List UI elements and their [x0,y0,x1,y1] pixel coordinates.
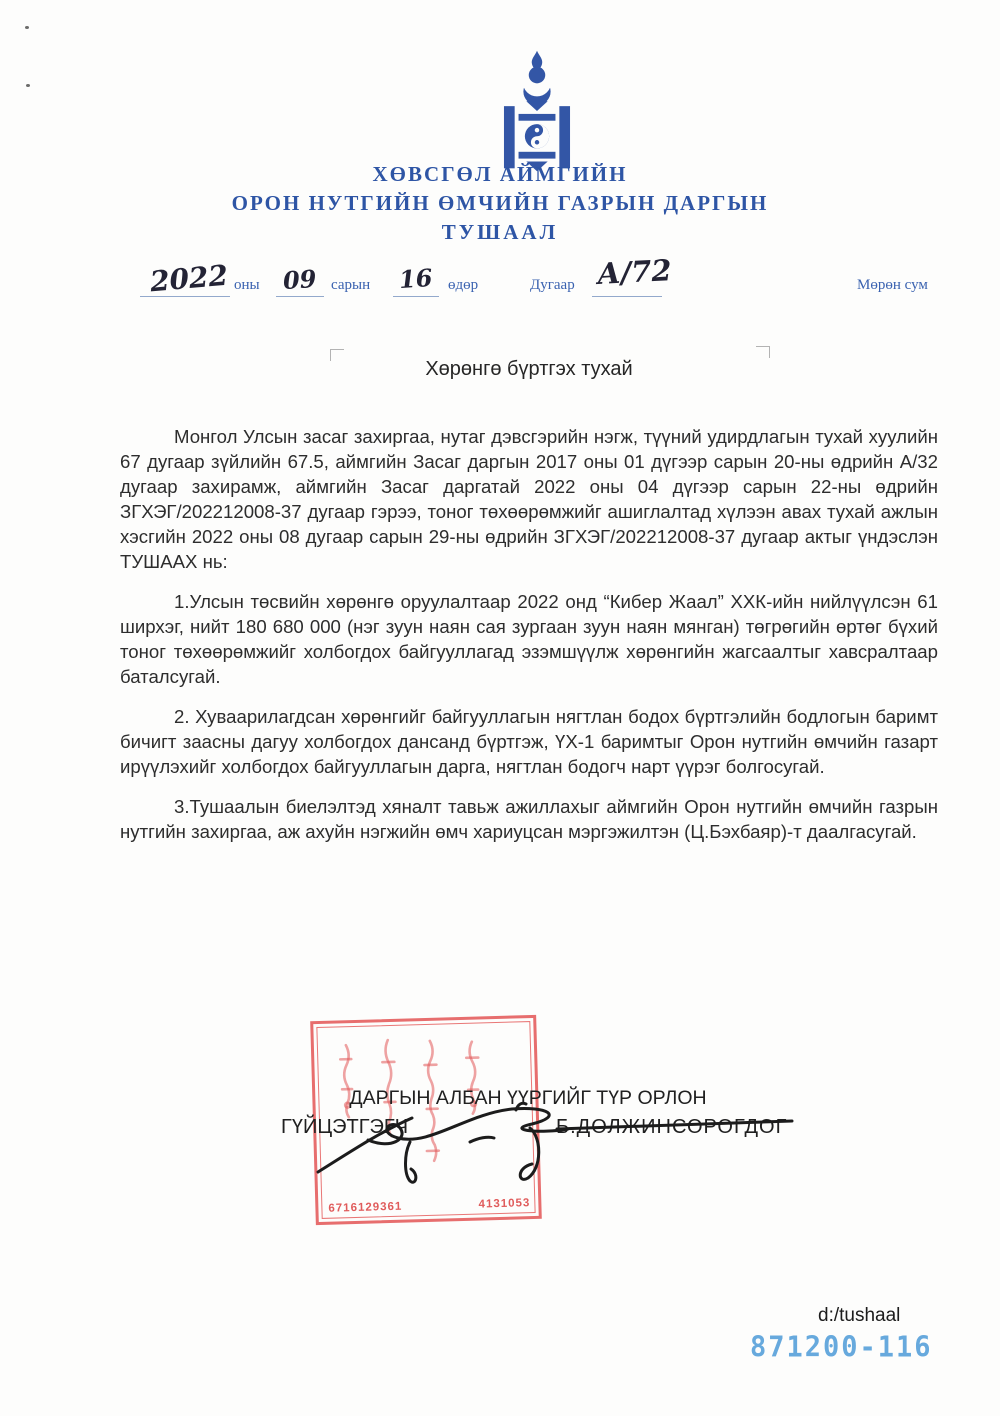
location-label: Мөрөн сум [857,277,928,293]
scan-speck [26,84,30,87]
number-underline [592,296,662,297]
day-label: өдөр [448,277,479,293]
registry-number-stamp: 871200-116 [750,1331,933,1364]
org-name-line2: ОРОН НУТГИЙН ӨМЧИЙН ГАЗРЫН ДАРГЫН [231,191,769,215]
document-type: ТУШААЛ [441,220,559,244]
org-name-line1: ХӨВСГӨЛ АЙМГИЙН [372,162,628,186]
stamp-number-left: 6716129361 [328,1200,403,1215]
signature-title-line2: ГҮЙЦЭТГЭГЧ [281,1116,409,1138]
document-body [120,424,938,859]
order-item-3: 3.Тушаалын биелэлтэд хяналт тавьж ажиллахыг аймгийн Орон нутгийн өмчийн газрын нутгийн захиргаа, аж ахуйн нэгжийн өмч хариуцсан мэргэжилтэн (Ц.Бэхбаяр)-т даалгасугай. [120,796,938,842]
handwritten-month: 09 [282,263,318,296]
document-title: Хөрөнгө бүртгэх тухай [425,358,633,380]
file-path-note: d:/tushaal [818,1305,901,1326]
handwritten-year: 2022 [148,258,230,299]
month-underline [276,296,324,297]
soyombo-emblem-icon [503,50,571,172]
signature-title-line1: ДАРГЫН АЛБАН ҮҮРГИЙГ ТҮР ОРЛОН [349,1087,707,1109]
month-label: сарын [331,277,371,293]
number-label: Дугаар [530,277,575,293]
intro-paragraph: Монгол Улсын засаг захиргаа, нутаг дэвсгэрийн нэгж, түүний удирдлагын тухай хуулийн 67 дугаар зүйлийн 67.5, аймгийн Засаг даргын 2017 оны 01 дүгээр сарын 20-ны өдрийн А/32 дугаар захирамж, аймгийн Засаг даргатай 2022 оны 04 дүгээр сарын 22-ны өдрийн ЗГХЭГ/202212008-37 дугаар гэрээ, тоног төхөөрөмжийг ашиглалтад хүлээн авах тухай ажлын хэсгийн 2022 оны 08 дугаар сарын 29-ны өдрийн ЗГХЭГ/202212008-37 дугаар актыг үндэслэн ТУШААХ нь: [120,426,938,572]
handwritten-day: 16 [398,262,434,295]
signatory-name: Б.ДОЛЖИНСОРОГДОГ [556,1116,788,1138]
handwritten-number: А/72 [596,253,673,291]
scan-speck [25,26,29,29]
day-underline [393,296,439,297]
year-underline [140,296,230,297]
stamp-number-right: 4131053 [478,1197,531,1211]
order-item-1: 1.Улсын төсвийн хөрөнгө оруулалтаар 2022 онд “Кибер Жаал” ХХК-ийн нийлүүлсэн 61 ширхэг, нийт 180 680 000 (нэг зуун наян сая зургаан зуун наян мянган) төгрөгийн өртөг бүхий тоног төхөөрөмжийг холбогдох байгууллагад эзэмшүүлж хөрөнгийн жагсаалтыг хавсралтаар баталсугай. [120,591,938,687]
crop-mark-right [756,346,770,358]
year-label: оны [234,277,260,293]
order-item-2: 2. Хуваарилагдсан хөрөнгийг байгууллагын нягтлан бодох бүртгэлийн бодлогын баримт бичигт заасны дагуу холбогдох дансанд бүртгэж, ҮХ-1 баримтыг Орон нутгийн өмчийн газарт ирүүлэхийг холбогдох байгууллагын дарга, нягтлан бодогч нарт үүрэг болгосугай. [120,706,938,777]
handwritten-signature-icon [280,1080,810,1200]
